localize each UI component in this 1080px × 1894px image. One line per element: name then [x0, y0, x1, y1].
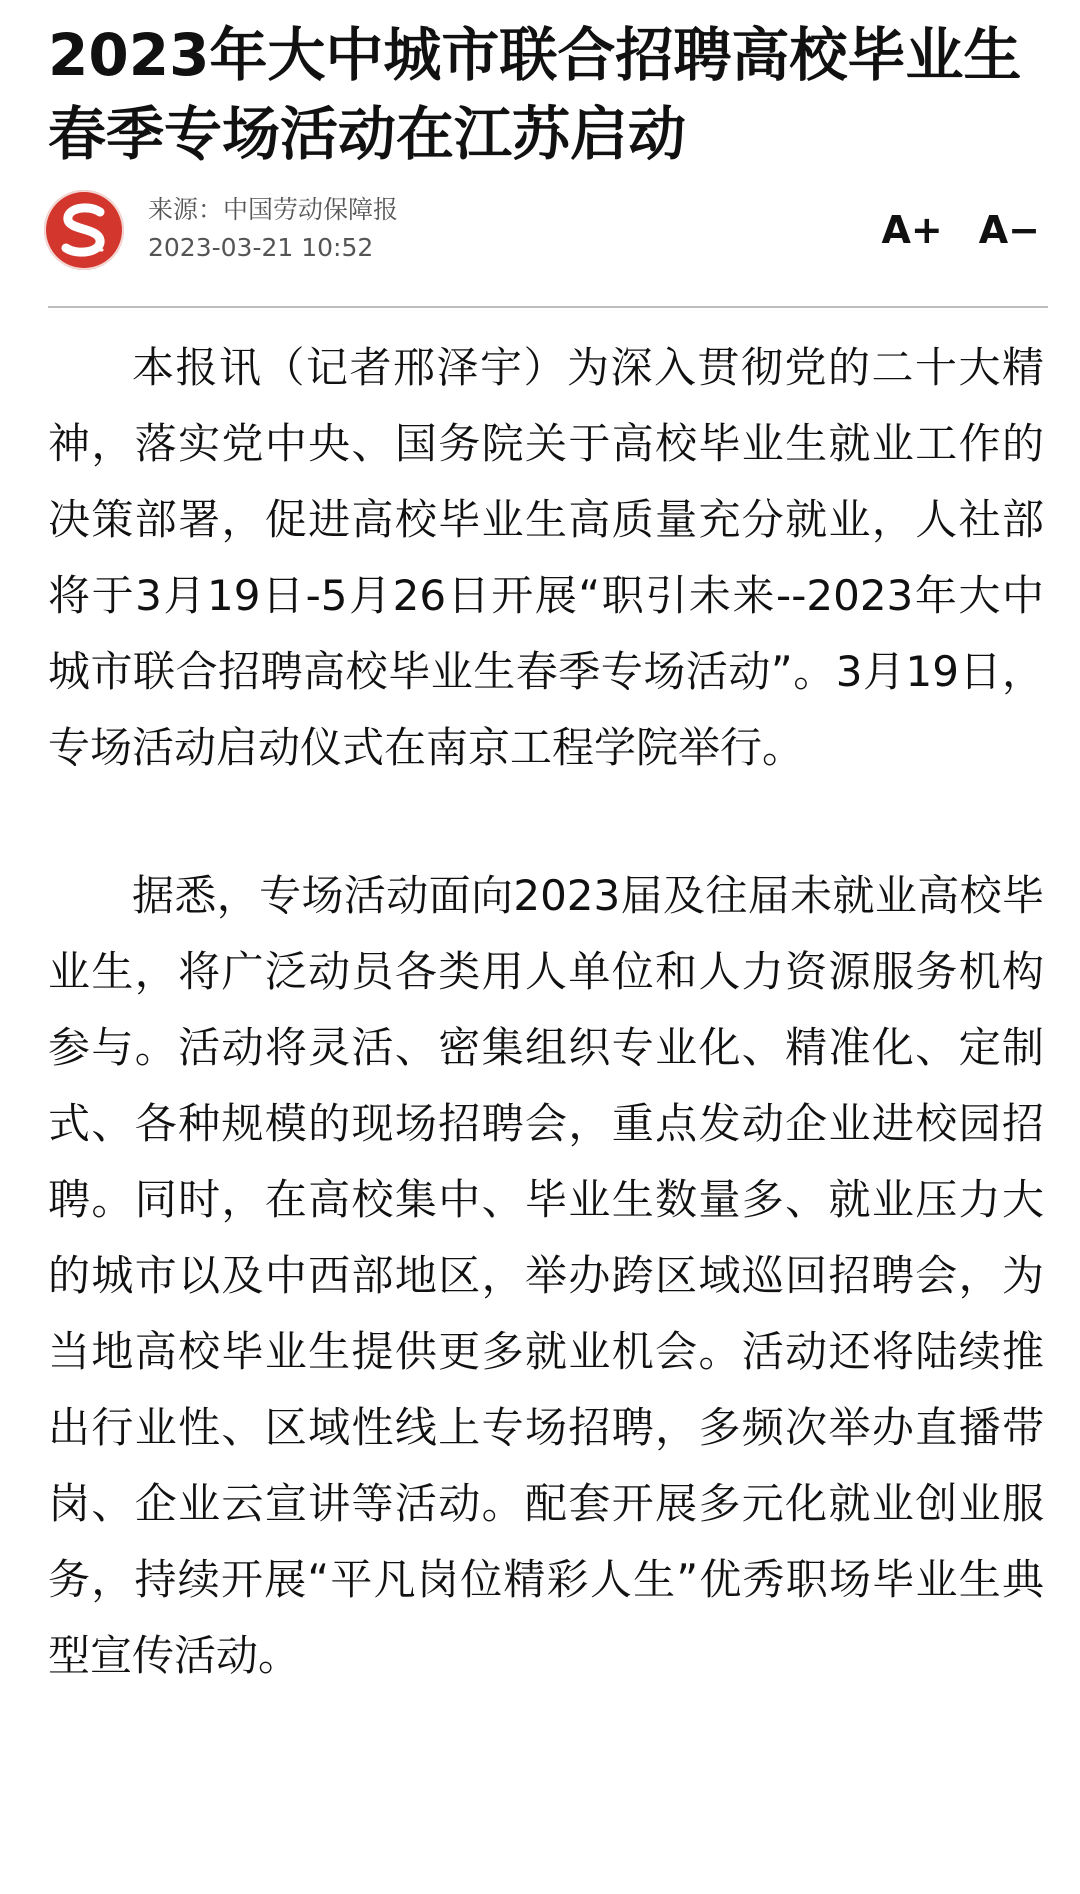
- font-decrease-button[interactable]: A−: [978, 208, 1040, 252]
- article-paragraph-2: 据悉，专场活动面向2023届及往届未就业高校毕业生，将广泛动员各类用人单位和人力资源服务机构参与。活动将灵活、密集组织专业化、精准化、定制式、各种规模的现场招聘会，重点发动企业进校园招聘。同时，在高校集中、毕业生数量多、就业压力大的城市以及中西部地区，举办跨区域巡回招聘会，为当地高校毕业生提供更多就业机会。活动还将陆续推出行业性、区域性线上专场招聘，多频次举办直播带岗、企业云宣讲等活动。配套开展多元化就业创业服务，持续开展“平凡岗位精彩人生”优秀职场毕业生典型宣传活动。: [48, 871, 1044, 1680]
- article-body: [48, 330, 1044, 1694]
- article-paragraph-1: 本报讯（记者邢泽宇）为深入贯彻党的二十大精神，落实党中央、国务院关于高校毕业生就业工作的决策部署，促进高校毕业生高质量充分就业，人社部将于3月19日-5月26日开展“职引未来--2023年大中城市联合招聘高校毕业生春季专场活动”。3月19日，专场活动启动仪式在南京工程学院举行。: [48, 343, 1044, 772]
- article-meta: [44, 190, 1044, 270]
- article-date: 2023-03-21 10:52: [148, 233, 374, 262]
- newspaper-logo-icon[interactable]: [44, 190, 124, 270]
- article-source: 来源：中国劳动保障报: [148, 195, 399, 224]
- article-title: 2023年大中城市联合招聘高校毕业生春季专场活动在江苏启动: [48, 21, 1022, 168]
- font-increase-button[interactable]: A+: [881, 208, 943, 252]
- header-divider: [48, 306, 1048, 308]
- font-size-controls: [882, 206, 1041, 254]
